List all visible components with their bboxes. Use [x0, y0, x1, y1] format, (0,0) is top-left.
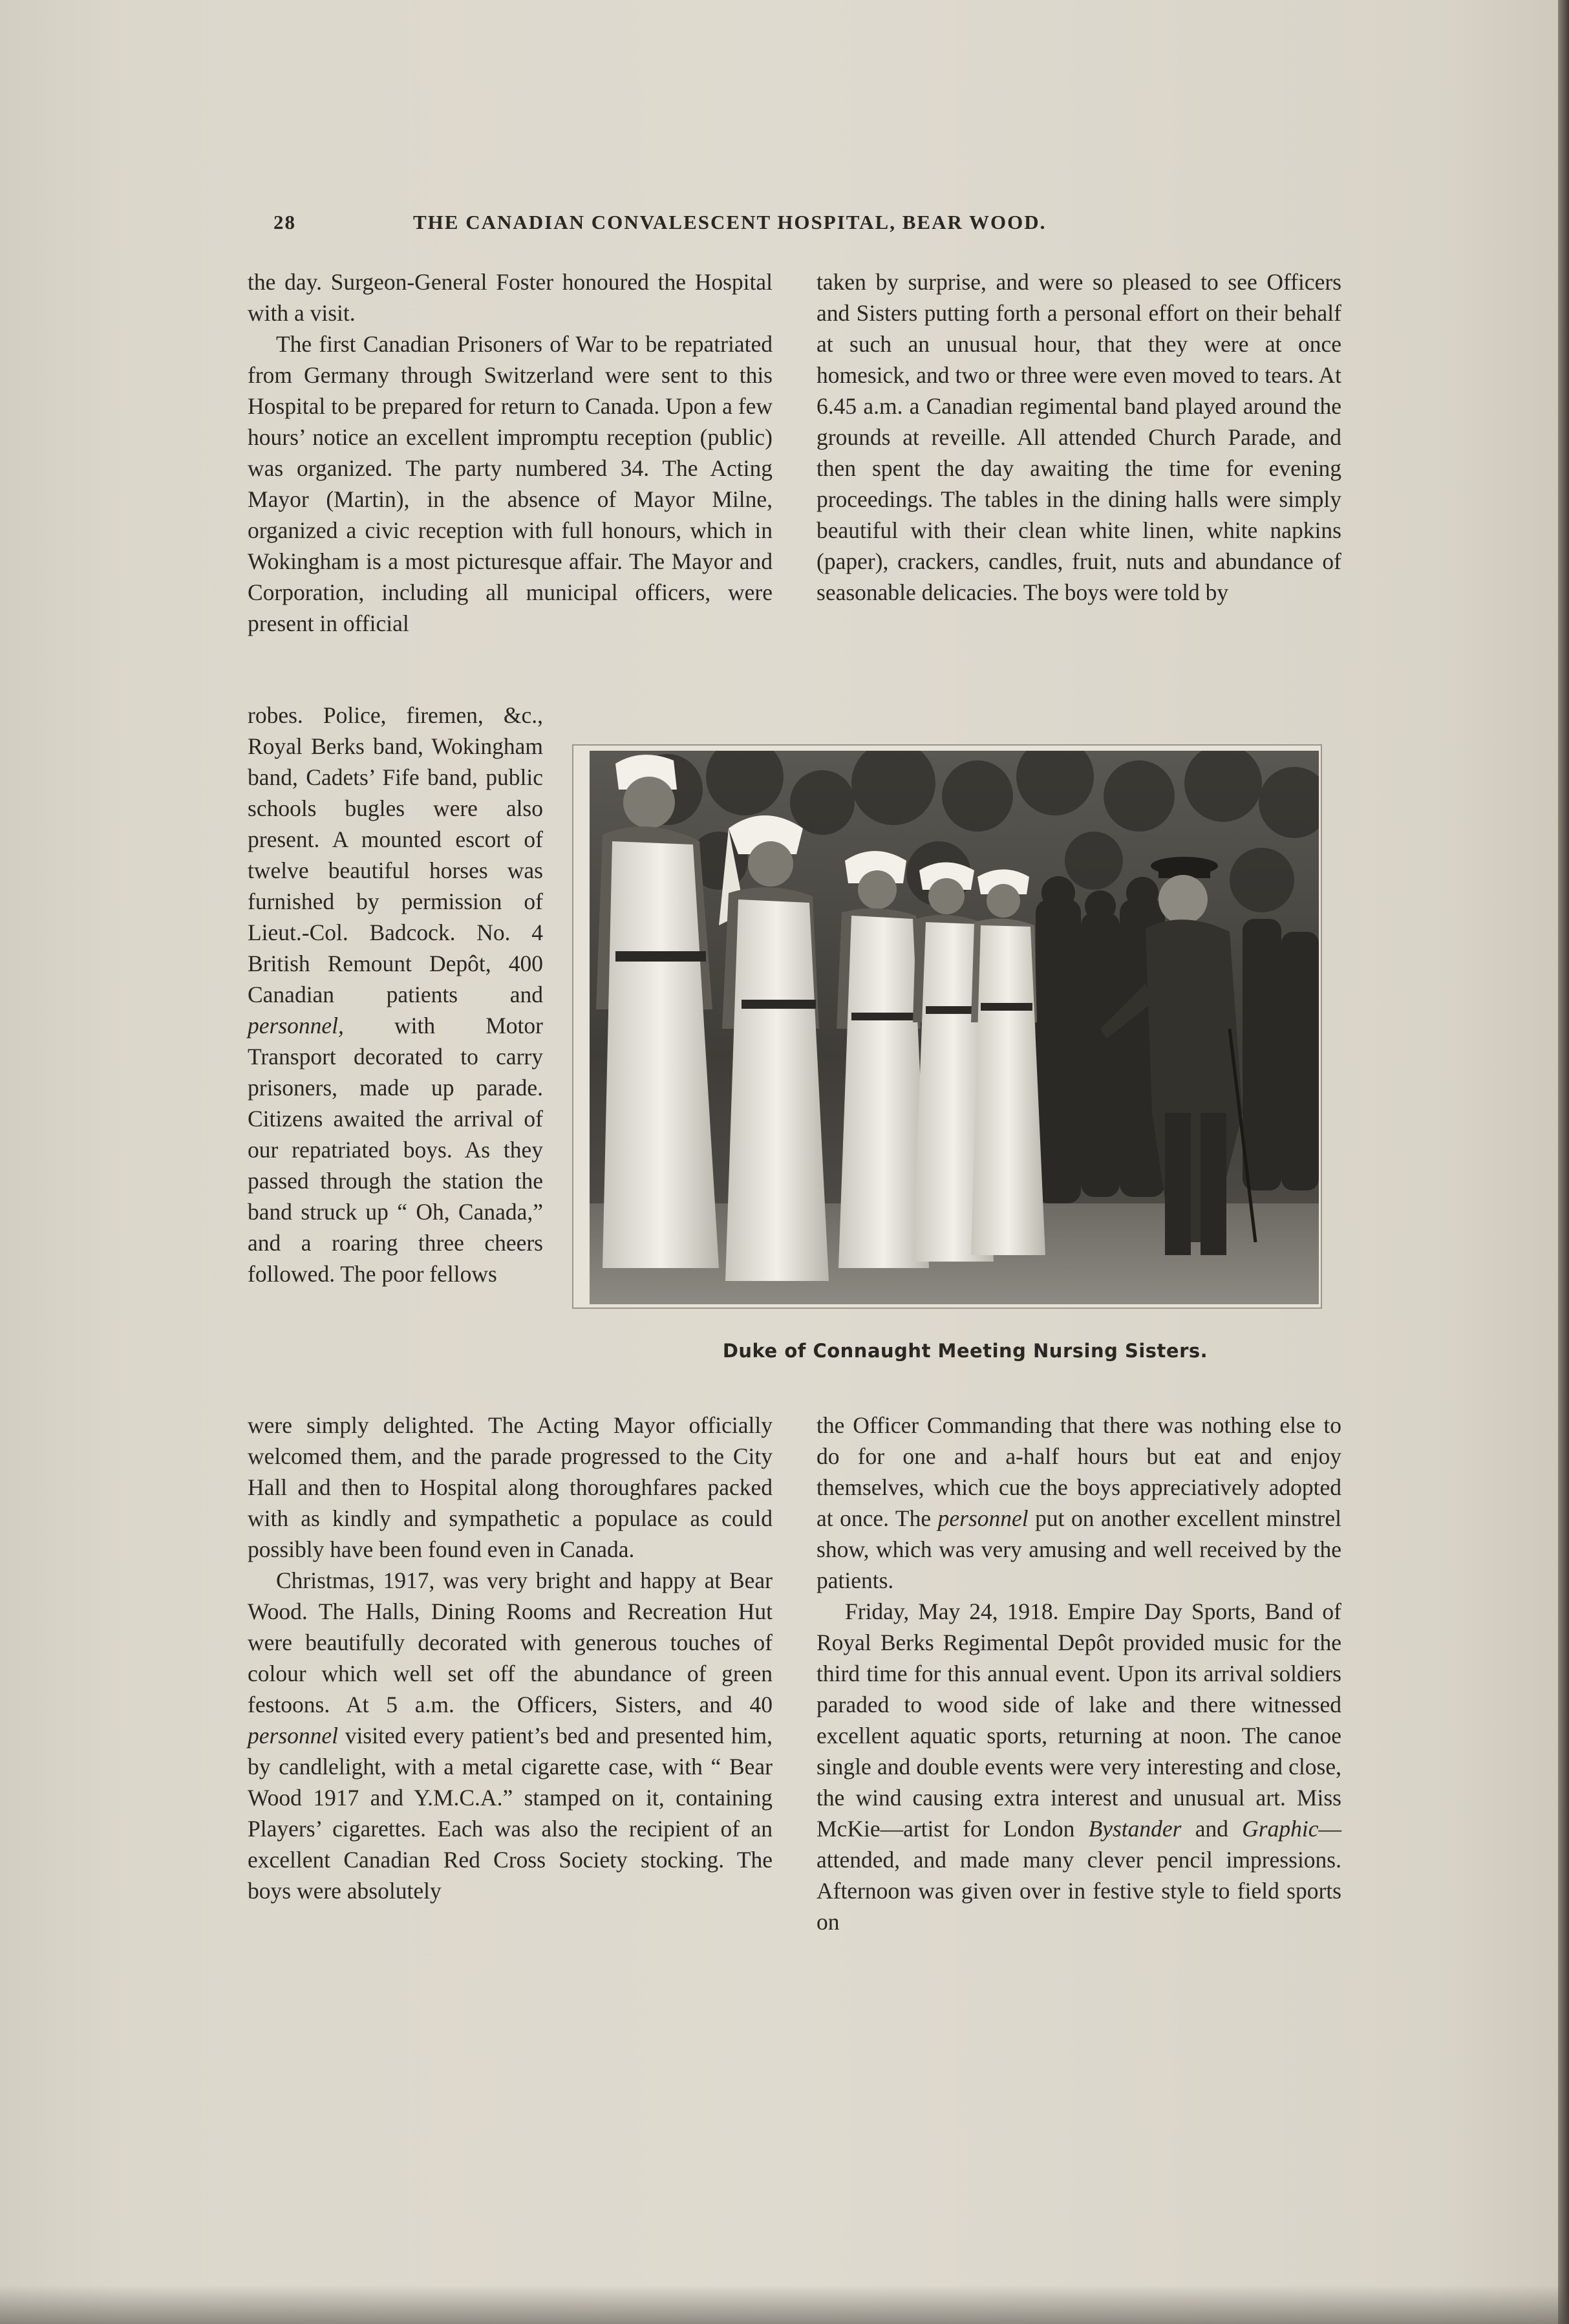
paragraph: [248, 1565, 773, 1906]
text-run: Christmas, 1917, was very bright and happy at Bear Wood. The Halls, Dining Rooms and Recreation Hut were beautifully decorated with generous touches of colour which well set off the abundance of green festoons. At 5 a.m. the Officers, Sisters, and 40: [248, 1567, 773, 1717]
text-run: visited every patient’s bed and presented him, by candlelight, with a metal cigarette case, with “ Bear Wood 1917 and Y.M.C.A.” stamped on it, containing Players’ cigarettes. Each was also the recipient of an excellent Canadian Red Cross Society stocking. The boys were absolutely: [248, 1723, 773, 1904]
left-column-top: [248, 266, 773, 639]
page-number: 28: [273, 211, 296, 233]
figure-caption: Duke of Connaught Meeting Nursing Sisters.: [722, 1340, 1208, 1362]
text-run: put on another excellent minstrel show, which was very amusing and well received by the patients.: [817, 1505, 1342, 1593]
text-run: the Officer Commanding that there was nothing else to do for one and a-half hours but eat and enjoy themselves, which cue the boys appreciatively adopted at once. The: [817, 1412, 1341, 1531]
paragraph: [817, 1410, 1341, 1596]
running-head-title: THE CANADIAN CONVALESCENT HOSPITAL, BEAR WOOD.: [413, 211, 1047, 233]
text-run: with Motor Transport decorated to carry prisoners, made up parade. Citizens awaited the arrival of our repatriated boys. As they passed through the station the band struck up “ Oh, Canada,” and a roaring three cheers followed. The poor fellows: [248, 1013, 543, 1287]
paragraph: were simply delighted. The Acting Mayor officially welcomed them, and the parade progressed to the City Hall and then to Hospital along thoroughfares packed with as kindly and sympathetic a populace as could possibly have been found even in Canada.: [248, 1412, 773, 1562]
right-column-top: [817, 266, 1341, 608]
paragraph: The first Canadian Prisoners of War to be repatriated from Germany through Switzerland were sent to this Hospital to be prepared for return to Canada. Upon a few hours’ notice an excellent impromptu reception (public) was organized. The party numbered 34. The Acting Mayor (Martin), in the absence of Mayor Milne, organized a civic reception with full honours, which in Wokingham is a most picturesque affair. The Mayor and Corporation, including all municipal officers, were present in official: [248, 331, 773, 636]
text-run: —attended, and made many clever pencil impressions. Afternoon was given over in festive style to field sports on: [817, 1816, 1341, 1935]
text-run: robes. Police, firemen, &c., Royal Berks band, Wokingham band, Cadets’ Fife band, public schools bugles were also present. A mounted escort of twelve beautiful horses was furnished by permission of Lieut.-Col. Badcock. No. 4 British Remount Depôt, 400 Canadian patients and: [248, 702, 543, 1007]
left-column-wrap: [248, 700, 543, 1289]
running-head: [273, 211, 1343, 243]
paragraph: taken by surprise, and were so pleased to see Officers and Sisters putting forth a personal effort on their behalf at such an unusual hour, that they were at once homesick, and two or three were even moved to tears. At 6.45 a.m. a Canadian regimental band played around the grounds at reveille. All attended Church Parade, and then spent the day awaiting the time for evening proceedings. The tables in the dining halls were simply beautiful with their clean white linen, white napkins (paper), crackers, candles, fruit, nuts and abundance of seasonable delicacies. The boys were told by: [817, 269, 1341, 605]
page-shadow: [0, 2285, 1569, 2324]
paragraph: [817, 1596, 1341, 1937]
italic-text: personnel,: [248, 1013, 344, 1038]
text-run: and: [1181, 1816, 1243, 1842]
italic-text: personnel: [248, 1723, 339, 1748]
italic-text: Bystander: [1088, 1816, 1182, 1842]
book-edge: [1558, 0, 1569, 2324]
right-column-bottom: [817, 1410, 1341, 1937]
photograph: [590, 751, 1319, 1304]
text-run: Friday, May 24, 1918. Empire Day Sports, Band of Royal Berks Regimental Depôt provided music for the third time for this annual event. Upon its arrival soldiers paraded to wood side of lake and there witnessed excellent aquatic sports, returning at noon. The canoe single and double events were very interesting and close, the wind causing extra interest and unusual art. Miss McKie—artist for London: [817, 1598, 1341, 1842]
paragraph: [248, 700, 543, 1289]
italic-text: Graphic: [1242, 1816, 1319, 1842]
left-column-bottom: [248, 1410, 773, 1906]
italic-text: personnel: [937, 1505, 1029, 1531]
paragraph: the day. Surgeon-General Foster honoured the Hospital with a visit.: [248, 269, 773, 326]
